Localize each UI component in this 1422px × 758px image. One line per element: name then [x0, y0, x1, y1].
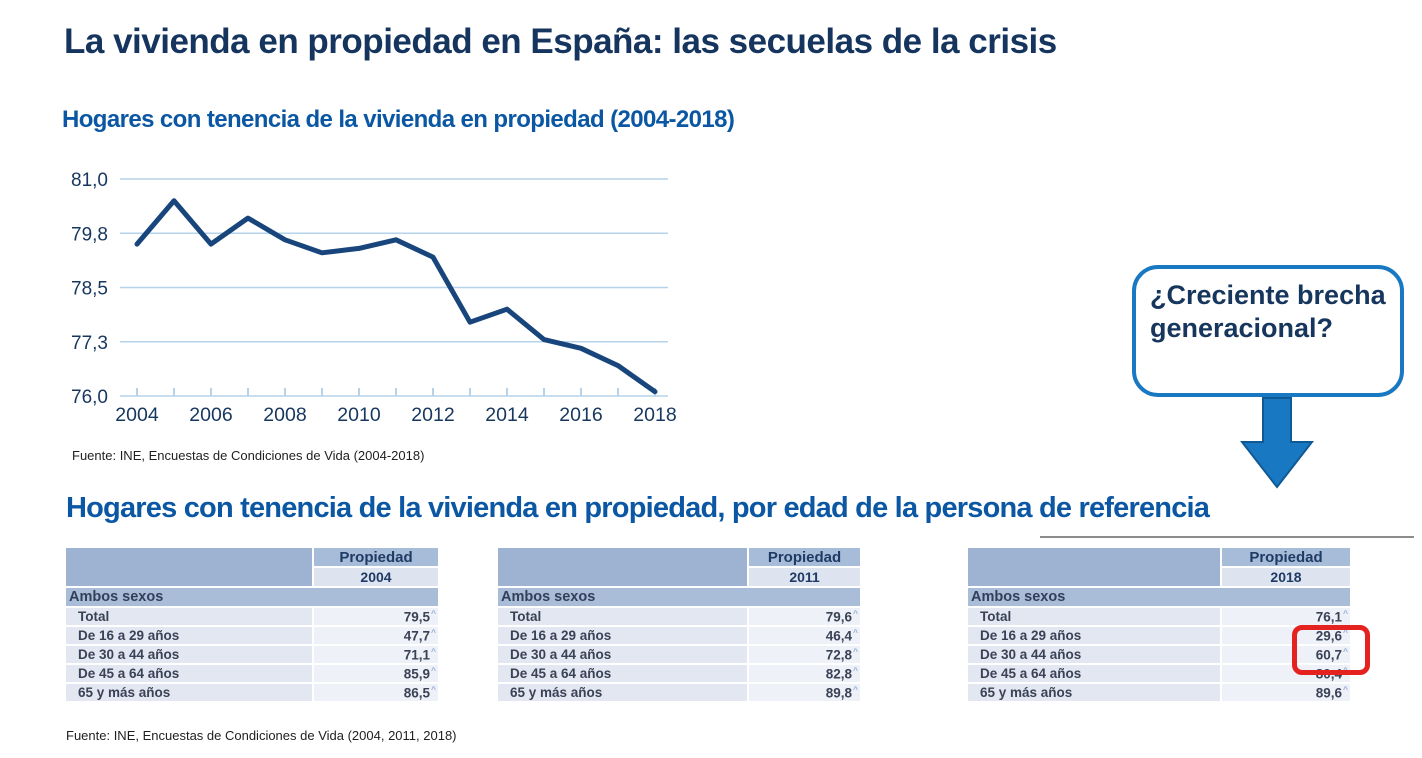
- corner-cell: [968, 548, 1220, 586]
- title-underline: [1040, 536, 1414, 538]
- row-label: Total: [968, 608, 1220, 625]
- year-header: 2011: [749, 568, 860, 586]
- footnote-marker-icon: ^: [431, 627, 436, 638]
- column-header: Propiedad: [314, 548, 438, 566]
- row-value: 71,1^: [314, 646, 438, 663]
- row-label: Total: [498, 608, 747, 625]
- row-value: 89,8^: [749, 684, 860, 701]
- row-value: 79,5^: [314, 608, 438, 625]
- highlight-box: [1292, 625, 1370, 675]
- row-label: Total: [66, 608, 312, 625]
- table-row: [66, 627, 438, 644]
- row-label: De 30 a 44 años: [66, 646, 312, 663]
- group-header: Ambos sexos: [498, 588, 860, 606]
- group-header: Ambos sexos: [968, 588, 1350, 606]
- table-row: [66, 665, 438, 682]
- table-row: [498, 646, 860, 663]
- row-label: De 16 a 29 años: [66, 627, 312, 644]
- table-row: [66, 608, 438, 625]
- svg-text:76,0: 76,0: [71, 387, 108, 408]
- footnote-marker-icon: ^: [1343, 665, 1348, 676]
- footnote-marker-icon: ^: [1343, 627, 1348, 638]
- table-row: [498, 665, 860, 682]
- page-title: La vivienda en propiedad en España: las secuelas de la crisis: [64, 22, 1057, 61]
- svg-text:2016: 2016: [559, 404, 603, 426]
- svg-text:2018: 2018: [633, 404, 677, 426]
- svg-text:2012: 2012: [411, 404, 455, 426]
- svg-text:77,3: 77,3: [71, 332, 108, 354]
- svg-text:2010: 2010: [337, 404, 381, 426]
- row-label: De 45 a 64 años: [498, 665, 747, 682]
- row-value: 85,9^: [314, 665, 438, 682]
- svg-text:81,0: 81,0: [71, 170, 108, 191]
- row-value: 47,7^: [314, 627, 438, 644]
- footnote-marker-icon: ^: [431, 646, 436, 657]
- table-row: [498, 684, 860, 701]
- age-table-2004: [64, 546, 440, 703]
- svg-text:2006: 2006: [189, 404, 233, 426]
- row-label: De 30 a 44 años: [968, 646, 1220, 663]
- footnote-marker-icon: ^: [1343, 608, 1348, 619]
- table-row: [66, 646, 438, 663]
- row-value: 60,7^: [1222, 646, 1350, 663]
- svg-text:2014: 2014: [485, 404, 529, 426]
- row-label: De 30 a 44 años: [498, 646, 747, 663]
- table-row: [66, 684, 438, 701]
- chart-section-title: Hogares con tenencia de la vivienda en propiedad (2004-2018): [62, 106, 735, 133]
- ownership-line-chart: [36, 155, 696, 440]
- row-value: 29,6^: [1222, 627, 1350, 644]
- svg-text:78,5: 78,5: [71, 278, 108, 300]
- table-row: [498, 627, 860, 644]
- corner-cell: [498, 548, 747, 586]
- table-row: [968, 608, 1350, 625]
- year-header: 2018: [1222, 568, 1350, 586]
- year-header: 2004: [314, 568, 438, 586]
- row-value: 80,4^: [1222, 665, 1350, 682]
- row-value: 86,5^: [314, 684, 438, 701]
- footnote-marker-icon: ^: [431, 684, 436, 695]
- footnote-marker-icon: ^: [853, 665, 858, 676]
- svg-text:2008: 2008: [263, 404, 307, 426]
- footnote-marker-icon: ^: [853, 684, 858, 695]
- row-value: 89,6^: [1222, 684, 1350, 701]
- down-arrow-icon: [1240, 397, 1314, 489]
- footnote-marker-icon: ^: [853, 627, 858, 638]
- footnote-marker-icon: ^: [1343, 646, 1348, 657]
- footnote-marker-icon: ^: [853, 608, 858, 619]
- row-label: De 45 a 64 años: [968, 665, 1220, 682]
- row-label: 65 y más años: [498, 684, 747, 701]
- row-label: De 16 a 29 años: [968, 627, 1220, 644]
- row-label: 65 y más años: [66, 684, 312, 701]
- column-header: Propiedad: [749, 548, 860, 566]
- svg-text:2004: 2004: [115, 404, 159, 426]
- footnote-marker-icon: ^: [853, 646, 858, 657]
- tables-section-title: Hogares con tenencia de la vivienda en propiedad, por edad de la persona de referencia: [66, 492, 1210, 524]
- footnote-marker-icon: ^: [1343, 684, 1348, 695]
- row-label: De 45 a 64 años: [66, 665, 312, 682]
- footnote-marker-icon: ^: [431, 608, 436, 619]
- age-table-2011: [496, 546, 862, 703]
- row-value: 76,1^: [1222, 608, 1350, 625]
- group-header: Ambos sexos: [66, 588, 438, 606]
- callout-question-box: ¿Creciente brecha generacional?: [1132, 265, 1404, 397]
- row-label: De 16 a 29 años: [498, 627, 747, 644]
- age-tables: [0, 546, 1422, 716]
- row-value: 79,6^: [749, 608, 860, 625]
- chart-source-note: Fuente: INE, Encuestas de Condiciones de Vida (2004-2018): [72, 448, 425, 463]
- line-chart-svg: [36, 155, 696, 440]
- svg-text:79,8: 79,8: [71, 224, 108, 246]
- row-value: 82,8^: [749, 665, 860, 682]
- corner-cell: [66, 548, 312, 586]
- table-row: [968, 684, 1350, 701]
- column-header: Propiedad: [1222, 548, 1350, 566]
- row-value: 46,4^: [749, 627, 860, 644]
- age-table-2018: [966, 546, 1352, 703]
- tables-source-note: Fuente: INE, Encuestas de Condiciones de Vida (2004, 2011, 2018): [66, 728, 457, 743]
- footnote-marker-icon: ^: [431, 665, 436, 676]
- table-row: [498, 608, 860, 625]
- row-value: 72,8^: [749, 646, 860, 663]
- row-label: 65 y más años: [968, 684, 1220, 701]
